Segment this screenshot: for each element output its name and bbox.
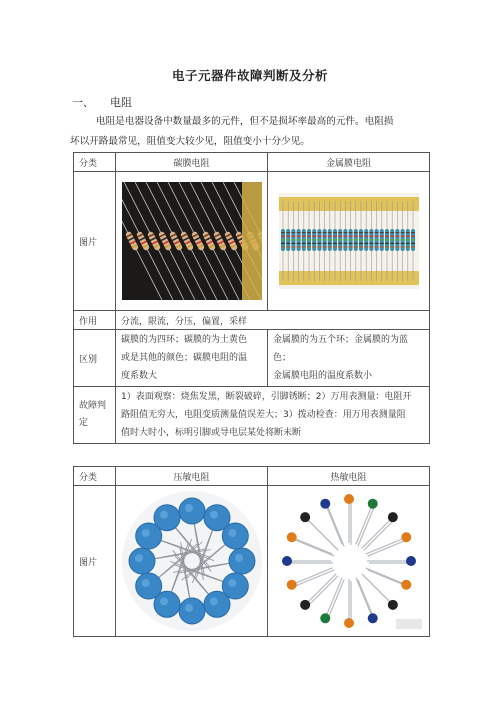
thermistor-image — [274, 489, 424, 633]
header-carbon-film: 碳膜电阻 — [116, 153, 268, 172]
table-row-images — [74, 172, 430, 311]
intro-line: 坏以开路最常见，阻值变大较少见，阻值变小十分少见。 — [70, 136, 310, 147]
text-line: 金属膜的为五个环；金属膜的为蓝色； — [273, 335, 409, 363]
text-line: 度系数大 — [121, 371, 158, 381]
table-header-row — [74, 153, 430, 172]
row-label-difference: 区别 — [74, 330, 116, 387]
metal-film-resistors-image — [279, 193, 419, 289]
header-category: 分类 — [74, 467, 116, 486]
table-header-row — [74, 467, 430, 486]
carbon-film-resistors-image — [122, 182, 262, 300]
text-line: 故障判 — [79, 401, 107, 411]
text-line: 1）表面观察：烧焦发黑，断裂破碎，引脚锈断；2）万用表测量：电阻开 — [121, 392, 412, 402]
header-varistor: 压敏电阻 — [116, 467, 268, 486]
section-number: 一、 — [72, 96, 94, 109]
text-line: 值时大时小，标明引脚或导电层某处将断未断 — [121, 428, 302, 438]
row-label-images: 图片 — [74, 172, 116, 311]
resistor-table — [73, 152, 430, 444]
varistor-image — [119, 489, 265, 633]
row-label-fault — [74, 387, 116, 444]
varistor-image-cell — [116, 486, 268, 637]
section-heading — [72, 94, 132, 110]
table-row-difference — [74, 330, 430, 387]
usage-text: 分流，限流，分压，偏置，采样 — [116, 311, 430, 330]
header-metal-film: 金属膜电阻 — [268, 153, 430, 172]
carbon-film-image-cell — [116, 172, 268, 311]
table-row-usage — [74, 311, 430, 330]
intro-line: 电阻是电器设备中数量最多的元件，但不是损坏率最高的元件。电阻损 — [96, 116, 394, 127]
text-line: 金属膜电阻的温度系数小 — [273, 371, 373, 381]
thermistor-image-cell — [268, 486, 430, 637]
section-title: 电阻 — [110, 96, 132, 109]
table-row-images — [74, 486, 430, 637]
text-line: 或是其他的颜色；碳膜电阻的温 — [121, 353, 248, 363]
sensitive-resistor-table — [73, 466, 430, 637]
text-line: 碳膜的为四环；碳膜的为土黄色 — [121, 335, 248, 345]
metal-difference-text — [268, 330, 430, 387]
text-line: 路阻值无穷大，电阻变质测量值误差大；3）拨动检查：用万用表测量阻 — [121, 410, 406, 420]
carbon-difference-text — [116, 330, 268, 387]
fault-text — [116, 387, 430, 444]
document-title: 电子元器件故障判断及分析 — [171, 68, 328, 83]
row-label-usage: 作用 — [74, 311, 116, 330]
metal-film-image-cell — [268, 172, 430, 311]
table-row-fault — [74, 387, 430, 444]
header-category: 分类 — [74, 153, 116, 172]
row-label-images: 图片 — [74, 486, 116, 637]
intro-paragraph — [70, 112, 432, 152]
header-thermistor: 热敏电阻 — [268, 467, 430, 486]
text-line: 定 — [79, 418, 89, 428]
